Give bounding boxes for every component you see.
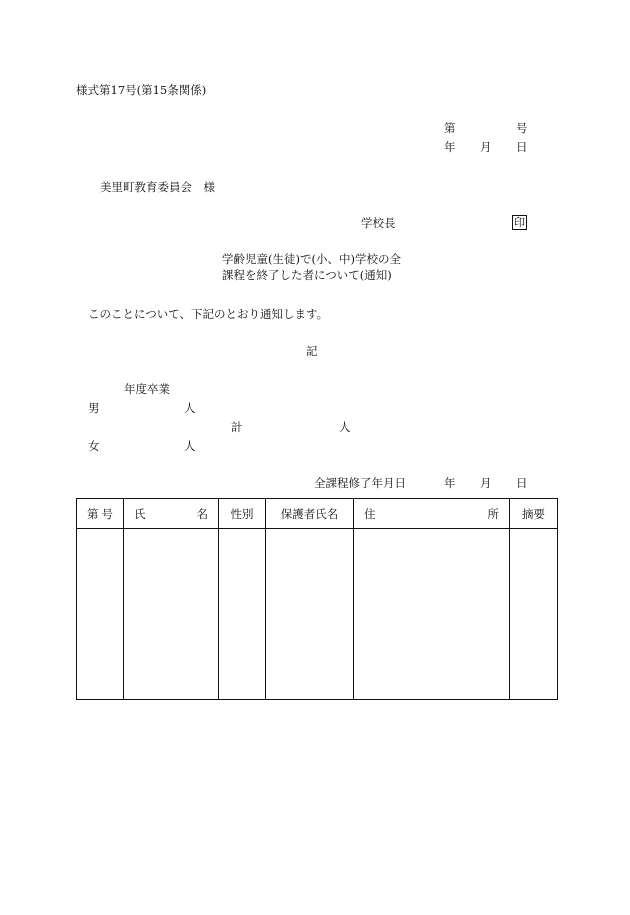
male-label: 男 [88, 401, 100, 415]
cell-address[interactable] [354, 529, 510, 700]
table-body-row [77, 529, 558, 700]
completion-year: 年 [444, 476, 456, 490]
cell-name[interactable] [124, 529, 219, 700]
male-persons-unit: 人 [184, 401, 196, 415]
student-table [76, 498, 558, 700]
header-address: 住 所 [354, 499, 510, 529]
cell-sex[interactable] [219, 529, 266, 700]
header-sex: 性別 [219, 499, 266, 529]
cell-guardian[interactable] [266, 529, 354, 700]
completion-month: 月 [480, 476, 492, 490]
addressee: 美里町教育委員会 様 [100, 180, 215, 194]
body-text: このことについて、下記のとおり通知します。 [88, 307, 329, 321]
header-name: 氏 名 [124, 499, 219, 529]
female-label: 女 [88, 439, 100, 453]
title-line-1: 学齢児童(生徒)で(小、中)学校の全 [222, 252, 401, 266]
date-day: 日 [516, 140, 528, 154]
header-remarks: 摘要 [510, 499, 558, 529]
total-label: 計 [231, 420, 243, 434]
ki-heading: 記 [306, 344, 318, 358]
female-persons-unit: 人 [184, 439, 196, 453]
doc-number-suffix: 号 [516, 121, 528, 135]
date-year: 年 [444, 140, 456, 154]
completion-day: 日 [516, 476, 528, 490]
cell-number[interactable] [77, 529, 124, 700]
cell-remarks[interactable] [510, 529, 558, 700]
header-number: 第 号 [77, 499, 124, 529]
form-number: 様式第17号(第15条関係) [76, 83, 207, 97]
total-persons-unit: 人 [339, 420, 351, 434]
principal-label: 学校長 [361, 216, 396, 230]
seal-mark [512, 215, 527, 230]
table-header-row [77, 499, 558, 529]
graduation-year-label: 年度卒業 [124, 382, 170, 396]
header-guardian: 保護者氏名 [266, 499, 354, 529]
doc-number-prefix: 第 [444, 121, 456, 135]
seal-text: 印 [514, 216, 525, 229]
completion-date-label: 全課程修了年月日 [314, 476, 406, 490]
title-line-2: 課程を終了した者について(通知) [222, 268, 392, 282]
date-month: 月 [480, 140, 492, 154]
